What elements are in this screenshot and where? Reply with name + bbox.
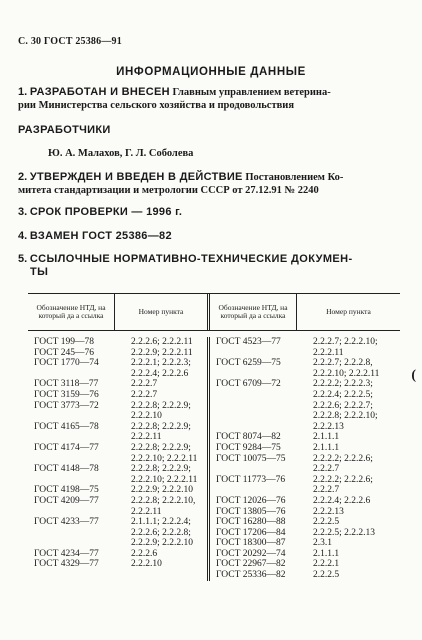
clause-number: 2.2.2.7 xyxy=(131,389,158,400)
doc-designation: ГОСТ 4174—77 xyxy=(34,442,99,453)
header-clause-left: Номер пункта xyxy=(115,294,210,330)
doc-designation: ГОСТ 199—78 xyxy=(34,337,94,347)
clause-number: 2.2.2.7; 2.2.2.8, xyxy=(313,358,373,369)
doc-designation-spacer xyxy=(28,507,115,518)
clause-number: 2.2.2.11 xyxy=(131,506,162,517)
section-1-number: 1. xyxy=(18,86,28,98)
doc-designation-spacer xyxy=(210,390,297,401)
clause-number: 2.2.2.10; 2.2.2.11 xyxy=(131,474,198,485)
table-body xyxy=(28,331,400,581)
clause-number: 2.2.2.6; 2.2.2.7; xyxy=(313,400,373,411)
section-4 xyxy=(18,230,404,243)
section-2-text-line1: Постановлением Ко- xyxy=(245,172,344,183)
doc-designation: ГОСТ 4523—77 xyxy=(216,337,281,347)
doc-designation: ГОСТ 4198—75 xyxy=(34,485,99,496)
doc-designation-spacer xyxy=(210,348,297,359)
clause-number: 2.2.2.7 xyxy=(131,379,158,390)
section-1-text-line2: рии Министерства сельского хозяйства и продовольствия xyxy=(18,100,294,111)
doc-designation: ГОСТ 11773—76 xyxy=(216,474,286,485)
clause-number: 2.2.2.8; 2.2.2.9; xyxy=(131,421,191,432)
clause-number: 2.2.2.13 xyxy=(313,421,344,432)
doc-designation: ГОСТ 1770—74 xyxy=(34,358,99,369)
section-5-heading-line2: ТЫ xyxy=(30,266,49,278)
doc-designation: ГОСТ 3773—72 xyxy=(34,400,99,411)
clause-number: 2.1.1.1 xyxy=(313,442,340,453)
doc-designation: ГОСТ 4329—77 xyxy=(34,559,99,570)
clause-number: 2.2.2.7; 2.2.2.10; xyxy=(313,337,378,347)
table-header-row xyxy=(28,294,400,331)
doc-designation-spacer xyxy=(28,411,115,422)
clause-number: 2.2.2.8; 2.2.2.9; xyxy=(131,442,191,453)
doc-designation-spacer xyxy=(28,538,115,549)
clause-number: 2.2.2.4; 2.2.2.6 xyxy=(313,495,371,506)
clause-number: 2.2.2.9; 2.2.2.10 xyxy=(131,485,194,496)
clause-number: 2.2.2.8; 2.2.2.10; xyxy=(313,411,378,422)
header-doc-left: Обозначение НТД, на который да а ссылка xyxy=(28,294,115,330)
clause-number: 2.2.2.2; 2.2.2.6; xyxy=(313,453,373,464)
doc-designation: ГОСТ 4209—77 xyxy=(34,495,99,506)
authors: Ю. А. Малахов, Г. Л. Соболева xyxy=(48,148,194,159)
clause-number: 2.2.2.10 xyxy=(131,559,162,570)
section-5-number: 5. xyxy=(18,253,28,265)
doc-designation: ГОСТ 17206—84 xyxy=(216,527,286,538)
doc-designation: ГОСТ 4233—77 xyxy=(34,517,99,528)
doc-designation: ГОСТ 22967—82 xyxy=(216,559,286,570)
doc-designation: ГОСТ 6709—72 xyxy=(216,379,281,390)
doc-designation-spacer xyxy=(28,432,115,443)
doc-designation: ГОСТ 8074—82 xyxy=(216,432,281,443)
clause-number: 2.2.2.5; 2.2.2.13 xyxy=(313,527,376,538)
doc-designation-spacer xyxy=(210,464,297,475)
clause-number: 2.2.2.5 xyxy=(313,570,340,581)
clause-number: 2.2.2.8; 2.2.2.9; xyxy=(131,400,191,411)
clause-number: 2.1.1.1; 2.2.2.4; xyxy=(131,517,191,528)
right-doc-column xyxy=(210,337,297,581)
clause-number: 2.2.2.9; 2.2.2.10 xyxy=(131,538,194,549)
clause-number: 2.1.1.1 xyxy=(313,432,340,443)
clause-number: 2.2.2.11 xyxy=(313,347,344,358)
clause-number: 2.2.2.6; 2.2.2.8; xyxy=(131,527,191,538)
left-doc-column xyxy=(28,337,115,581)
developers-section xyxy=(18,124,404,137)
clause-number: 2.2.2.5 xyxy=(313,517,340,528)
section-1 xyxy=(18,86,404,112)
clause-number: 2.2.2.4; 2.2.2.5; xyxy=(313,389,373,400)
clause-number: 2.2.2.6; 2.2.2.11 xyxy=(131,337,193,347)
clause-number: 2.2.2.8; 2.2.2.9; xyxy=(131,464,191,475)
doc-designation-spacer xyxy=(210,411,297,422)
clause-number: 2.2.2.13 xyxy=(313,506,344,517)
doc-designation-spacer xyxy=(210,401,297,412)
doc-designation: ГОСТ 13805—76 xyxy=(216,506,286,517)
doc-designation: ГОСТ 12026—76 xyxy=(216,495,286,506)
doc-designation: ГОСТ 4165—78 xyxy=(34,421,99,432)
doc-designation-spacer xyxy=(28,454,115,465)
doc-designation: ГОСТ 6259—75 xyxy=(216,358,281,369)
doc-designation-spacer xyxy=(28,369,115,380)
clause-number: 2.2.2.10 xyxy=(131,411,162,422)
clause-number: 2.2.2.9; 2.2.2.11 xyxy=(131,347,193,358)
section-1-heading: РАЗРАБОТАН И ВНЕСЕН xyxy=(29,86,170,98)
margin-mark: ( xyxy=(411,368,416,383)
doc-designation: ГОСТ 10075—75 xyxy=(216,453,286,464)
doc-designation: ГОСТ 245—76 xyxy=(34,347,94,358)
doc-designation: ГОСТ 3159—76 xyxy=(34,389,99,400)
section-2-number: 2. xyxy=(18,171,28,183)
clause-number: 2.2.2.2; 2.2.2.6; xyxy=(313,474,373,485)
developers-names xyxy=(38,147,422,160)
doc-designation: ГОСТ 18300—87 xyxy=(216,538,286,549)
clause-number: 2.1.1.1 xyxy=(313,548,340,559)
section-3-heading: СРОК ПРОВЕРКИ — 1996 г. xyxy=(29,206,183,218)
section-3 xyxy=(18,206,404,219)
section-3-number: 3. xyxy=(18,206,28,218)
doc-designation: ГОСТ 16280—88 xyxy=(216,517,286,528)
header-clause-right: Номер пункта xyxy=(326,306,371,316)
section-5 xyxy=(18,253,404,279)
doc-designation-spacer xyxy=(28,528,115,539)
section-1-text-line1: Главным управлением ветеринa- xyxy=(172,87,331,98)
clause-number: 2.2.2.4; 2.2.2.6 xyxy=(131,368,189,379)
section-4-number: 4. xyxy=(18,230,28,242)
section-4-heading: ВЗАМЕН ГОСТ 25386—82 xyxy=(29,230,172,242)
clause-number: 2.2.2.10; 2.2.2.11 xyxy=(131,453,198,464)
right-clause-column xyxy=(297,337,400,581)
header-doc-right: Обозначение НТД, на который да а ссылка xyxy=(210,294,297,330)
doc-designation: ГОСТ 4234—77 xyxy=(34,548,99,559)
section-2 xyxy=(18,171,404,197)
reference-table xyxy=(28,293,400,581)
doc-designation-spacer xyxy=(210,369,297,380)
doc-designation: ГОСТ 20292—74 xyxy=(216,548,286,559)
doc-designation-spacer xyxy=(210,485,297,496)
clause-number: 2.2.2.1; 2.2.2.3; xyxy=(131,358,191,369)
doc-designation: ГОСТ 3118—77 xyxy=(34,379,99,390)
doc-designation-spacer xyxy=(28,475,115,486)
developers-heading: РАЗРАБОТЧИКИ xyxy=(18,124,111,136)
section-2-text-line2: митета стандартизации и метрологии СССР от 27.12.91 № 2240 xyxy=(18,185,319,196)
doc-designation: ГОСТ 25336—82 xyxy=(216,570,286,581)
doc-designation: ГОСТ 9284—75 xyxy=(216,442,281,453)
doc-designation-spacer xyxy=(210,422,297,433)
clause-number: 2.2.2.7 xyxy=(313,485,340,496)
clause-number: 2.3.1 xyxy=(313,538,332,549)
doc-designation: ГОСТ 4148—78 xyxy=(34,464,99,475)
section-2-heading: УТВЕРЖДЕН И ВВЕДЕН В ДЕЙСТВИЕ xyxy=(29,171,243,183)
clause-number: 2.2.2.8; 2.2.2.10, xyxy=(131,495,196,506)
section-5-heading-line1: ССЫЛОЧНЫЕ НОРМАТИВНО-ТЕХНИЧЕСКИЕ ДОКУМЕН- xyxy=(29,253,353,265)
clause-number: 2.2.2.1 xyxy=(313,559,340,570)
clause-number: 2.2.2.6 xyxy=(131,548,158,559)
clause-number: 2.2.2.2; 2.2.2.3; xyxy=(313,379,373,390)
page-header: С. 30 ГОСТ 25386—91 xyxy=(18,36,122,47)
clause-number: 2.2.2.7 xyxy=(313,464,340,475)
page-title: ИНФОРМАЦИОННЫЕ ДАННЫЕ xyxy=(116,66,306,78)
clause-number: 2.2.2.10; 2.2.2.11 xyxy=(313,368,380,379)
clause-number: 2.2.2.11 xyxy=(131,432,162,443)
left-clause-column xyxy=(115,337,210,581)
